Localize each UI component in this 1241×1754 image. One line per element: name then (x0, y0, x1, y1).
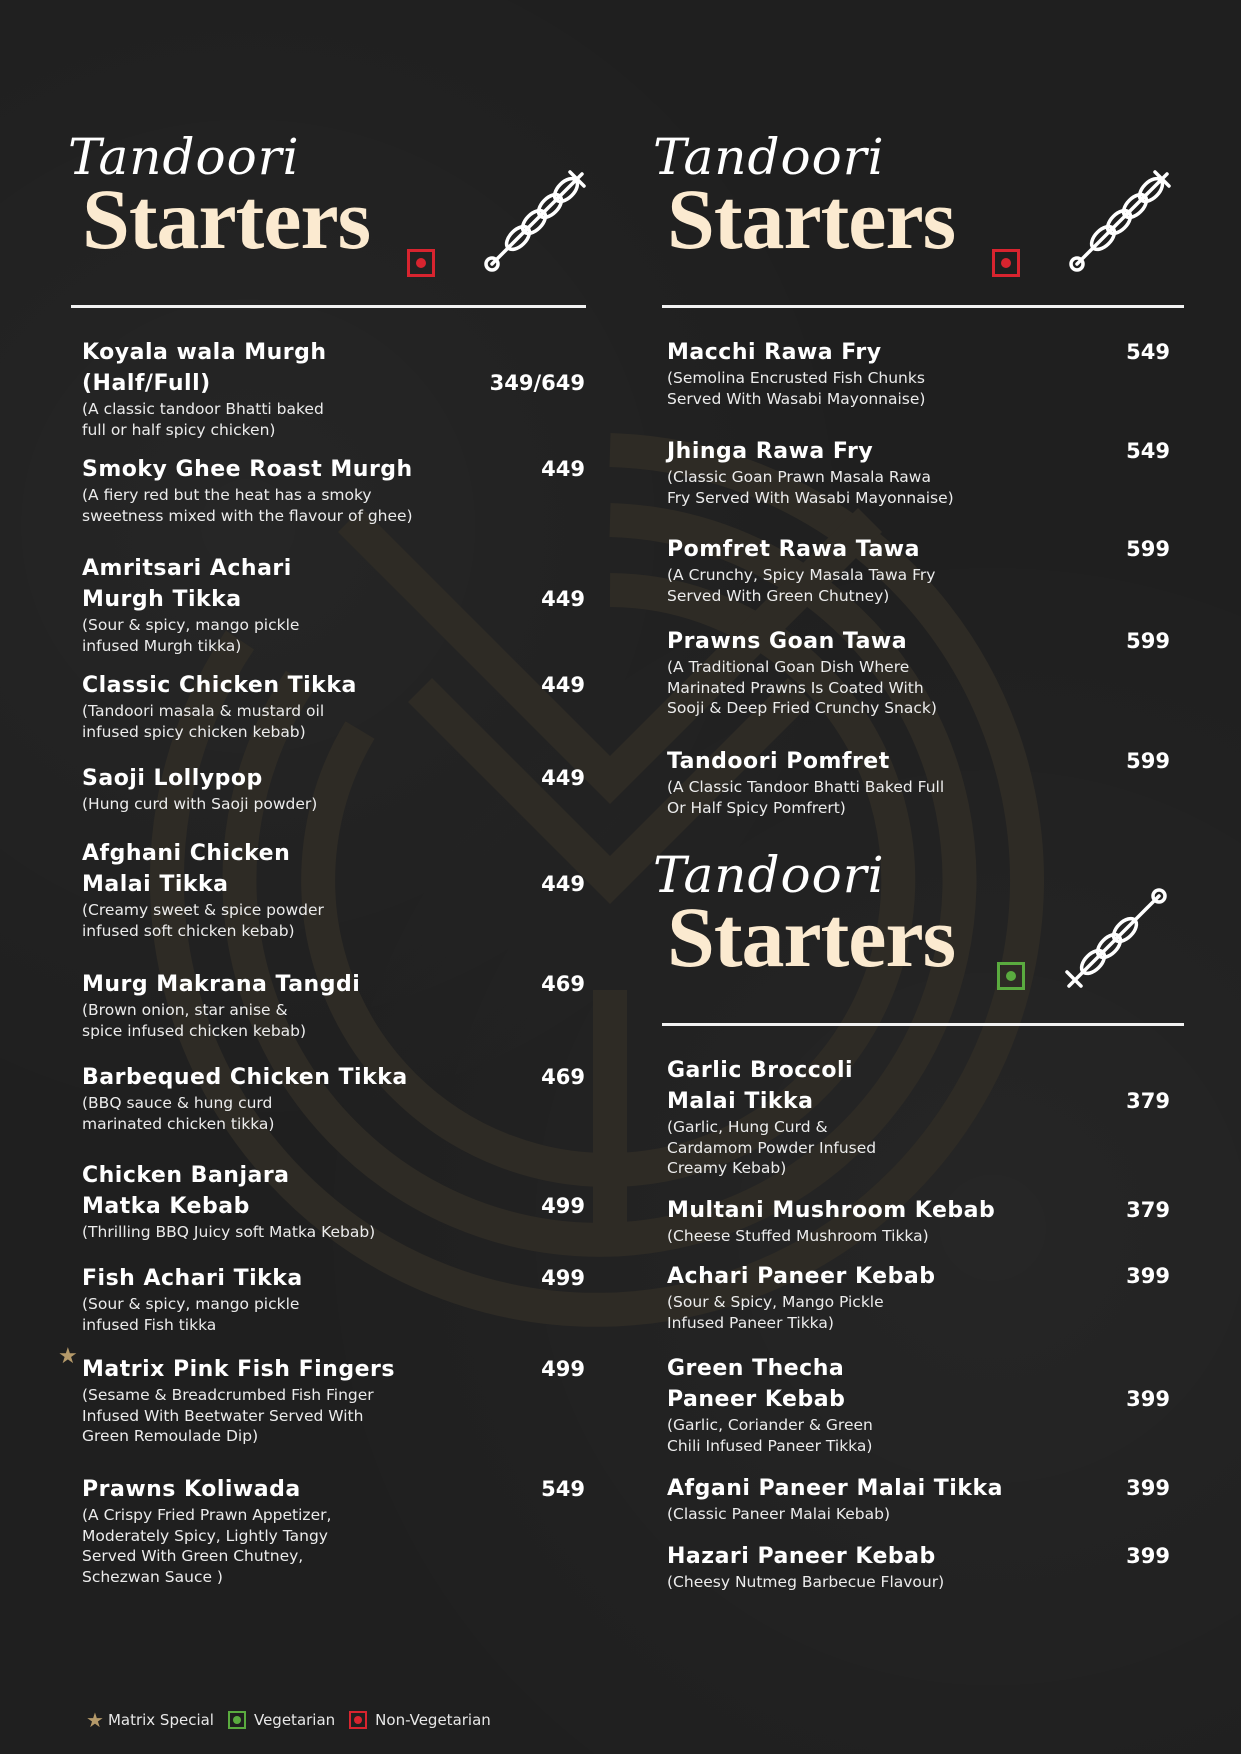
item-name: Afgani Paneer Malai Tikka (667, 1476, 1003, 1501)
star-icon: ★ (86, 1708, 104, 1732)
menu-item (82, 337, 585, 440)
menu-item (667, 436, 1170, 508)
menu-item (82, 553, 585, 656)
item-description: Infused Paneer Tikka) (667, 1313, 834, 1332)
item-name: Malai Tikka (667, 1089, 814, 1114)
veg-icon (997, 962, 1025, 990)
item-name: Smoky Ghee Roast Murgh (82, 457, 413, 482)
item-price: 379 (1126, 1198, 1170, 1222)
item-description: sweetness mixed with the flavour of ghee) (82, 506, 413, 525)
item-description: Creamy Kebab) (667, 1159, 787, 1177)
item-name: Matka Kebab (82, 1194, 250, 1219)
menu-item (82, 670, 585, 742)
item-description: infused Fish tikka (82, 1315, 217, 1334)
item-description: (Sesame & Breadcrumbed Fish Finger (82, 1386, 374, 1404)
item-description: Moderately Spicy, Lightly Tangy (82, 1526, 328, 1545)
item-price: 599 (1126, 629, 1170, 653)
menu-item (667, 1261, 1170, 1333)
header-script-word: Tandoori (653, 128, 885, 186)
item-description: (BBQ sauce & hung curd (82, 1094, 273, 1112)
menu-item (667, 626, 1170, 719)
item-name: Malai Tikka (82, 872, 229, 897)
item-description: Fry Served With Wasabi Mayonnaise) (667, 488, 954, 507)
menu-item (82, 1160, 585, 1243)
item-name: Multani Mushroom Kebab (667, 1198, 996, 1223)
item-description: Marinated Prawns Is Coated With (667, 678, 924, 697)
item-description: (Sour & Spicy, Mango Pickle (667, 1293, 884, 1311)
item-name: Prawns Koliwada (82, 1477, 301, 1502)
veg-icon (228, 1711, 246, 1729)
item-description: marinated chicken tikka) (82, 1114, 275, 1133)
item-name: Prawns Goan Tawa (667, 629, 908, 654)
item-description: Served With Green Chutney) (667, 586, 890, 605)
header-right-bottom (653, 846, 1183, 1026)
item-description: (Semolina Encrusted Fish Chunks (667, 369, 925, 387)
item-price: 469 (541, 1065, 585, 1089)
item-description: (Garlic, Coriander & Green (667, 1416, 873, 1434)
non-veg-icon (349, 1711, 367, 1729)
item-name: Fish Achari Tikka (82, 1266, 303, 1291)
item-description: infused Murgh tikka) (82, 636, 242, 655)
item-name: Murgh Tikka (82, 587, 242, 612)
item-price: 449 (541, 673, 585, 697)
item-description: Sooji & Deep Fried Crunchy Snack) (667, 699, 937, 717)
non-veg-icon (992, 249, 1020, 277)
item-price: 549 (1126, 439, 1170, 463)
item-price: 599 (1126, 749, 1170, 773)
item-name: Amritsari Achari (82, 556, 292, 581)
item-price: 449 (541, 872, 585, 896)
item-description: (A fiery red but the heat has a smoky (82, 486, 372, 504)
item-name: Macchi Rawa Fry (667, 340, 882, 365)
item-description: (Classic Goan Prawn Masala Rawa (667, 468, 931, 486)
item-name: Achari Paneer Kebab (667, 1264, 936, 1289)
item-name: Pomfret Rawa Tawa (667, 537, 920, 562)
item-price: 499 (541, 1266, 585, 1290)
item-description: spice infused chicken kebab) (82, 1021, 307, 1040)
item-name: Tandoori Pomfret (667, 749, 890, 774)
menu-item (82, 969, 585, 1041)
divider-right-bottom (662, 1023, 1184, 1026)
item-description: Served With Wasabi Mayonnaise) (667, 389, 926, 408)
skewer-icon (1063, 882, 1173, 992)
item-name: Koyala wala Murgh (82, 340, 327, 365)
item-description: Green Remoulade Dip) (82, 1427, 259, 1445)
item-description: infused spicy chicken kebab) (82, 722, 306, 741)
menu-item (82, 1062, 585, 1134)
item-price: 469 (541, 972, 585, 996)
item-description: (A Crispy Fried Prawn Appetizer, (82, 1506, 332, 1524)
item-description: Chili Infused Paneer Tikka) (667, 1436, 873, 1455)
item-name: Paneer Kebab (667, 1387, 846, 1412)
item-description: (Creamy sweet & spice powder (82, 901, 324, 919)
non-veg-icon (407, 249, 435, 277)
header-right-top (653, 128, 1183, 308)
item-description: (Classic Paneer Malai Kebab) (667, 1505, 890, 1523)
item-price: 549 (1126, 340, 1170, 364)
item-price: 349/649 (489, 371, 585, 395)
menu-item (667, 1195, 1170, 1247)
item-price: 599 (1126, 537, 1170, 561)
item-name: Hazari Paneer Kebab (667, 1544, 936, 1569)
item-price: 399 (1126, 1544, 1170, 1568)
header-title: Starters (667, 171, 956, 267)
header-script-word: Tandoori (653, 846, 885, 904)
legend-veg-label: Vegetarian (253, 1711, 336, 1729)
item-description: Served With Green Chutney, (82, 1547, 304, 1565)
menu-item (667, 337, 1170, 409)
divider-right-top (662, 305, 1184, 308)
item-description: Schezwan Sauce ) (82, 1567, 223, 1586)
item-price: 379 (1126, 1089, 1170, 1113)
item-description: (A Classic Tandoor Bhatti Baked Full (667, 778, 945, 796)
menu-item (82, 838, 585, 941)
item-price: 449 (541, 766, 585, 790)
item-name: (Half/Full) (82, 371, 211, 396)
item-name: Murg Makrana Tangdi (82, 972, 361, 997)
item-price: 399 (1126, 1264, 1170, 1288)
item-description: (A Crunchy, Spicy Masala Tawa Fry (667, 566, 936, 584)
item-description: (Brown onion, star anise & (82, 1001, 288, 1019)
menu-item (82, 1474, 585, 1587)
menu-item (667, 1055, 1170, 1179)
star-icon: ★ (58, 1344, 78, 1369)
item-name: Jhinga Rawa Fry (667, 439, 874, 464)
item-name: Classic Chicken Tikka (82, 673, 357, 698)
item-description: (Tandoori masala & mustard oil (82, 702, 325, 720)
item-description: (Sour & spicy, mango pickle (82, 616, 300, 634)
item-description: (Hung curd with Saoji powder) (82, 795, 318, 813)
divider-left (71, 305, 586, 308)
item-description: (Sour & spicy, mango pickle (82, 1295, 300, 1313)
menu-item (82, 454, 585, 526)
item-description: (Garlic, Hung Curd & (667, 1118, 828, 1136)
item-name: Barbequed Chicken Tikka (82, 1065, 408, 1090)
skewer-icon (1063, 168, 1173, 278)
menu-item (667, 1541, 1170, 1593)
menu-item (82, 763, 585, 815)
item-name: Matrix Pink Fish Fingers (82, 1357, 395, 1382)
item-description: Or Half Spicy Pomfrert) (667, 798, 846, 817)
menu-item (667, 1473, 1170, 1525)
menu-item (58, 1344, 585, 1447)
header-title: Starters (667, 889, 956, 985)
item-price: 499 (541, 1357, 585, 1381)
item-price: 399 (1126, 1387, 1170, 1411)
item-name: Saoji Lollypop (82, 766, 263, 791)
item-name: Garlic Broccoli (667, 1058, 854, 1083)
item-description: (Thrilling BBQ Juicy soft Matka Kebab) (82, 1223, 376, 1241)
item-name: Afghani Chicken (82, 841, 291, 866)
skewer-icon (478, 168, 588, 278)
header-left (68, 128, 588, 308)
item-description: (A Traditional Goan Dish Where (667, 658, 910, 676)
item-description: full or half spicy chicken) (82, 420, 276, 439)
legend (86, 1706, 491, 1734)
item-name: Chicken Banjara (82, 1163, 290, 1188)
item-price: 399 (1126, 1476, 1170, 1500)
item-description: infused soft chicken kebab) (82, 921, 295, 940)
item-price: 449 (541, 457, 585, 481)
item-price: 499 (541, 1194, 585, 1218)
menu-item (667, 534, 1170, 606)
header-title: Starters (82, 171, 371, 267)
item-description: Infused With Beetwater Served With (82, 1406, 364, 1425)
item-price: 549 (541, 1477, 585, 1501)
menu-item (667, 746, 1170, 818)
item-description: Cardamom Powder Infused (667, 1138, 877, 1157)
item-description: (Cheese Stuffed Mushroom Tikka) (667, 1227, 929, 1245)
header-script-word: Tandoori (68, 128, 300, 186)
menu-item (667, 1353, 1170, 1456)
legend-special-label: Matrix Special (107, 1711, 214, 1729)
item-description: (Cheesy Nutmeg Barbecue Flavour) (667, 1573, 945, 1591)
legend-non-veg-label: Non-Vegetarian (375, 1711, 491, 1729)
item-price: 449 (541, 587, 585, 611)
menu-item (82, 1263, 585, 1335)
item-description: (A classic tandoor Bhatti baked (82, 400, 324, 418)
item-name: Green Thecha (667, 1356, 845, 1381)
